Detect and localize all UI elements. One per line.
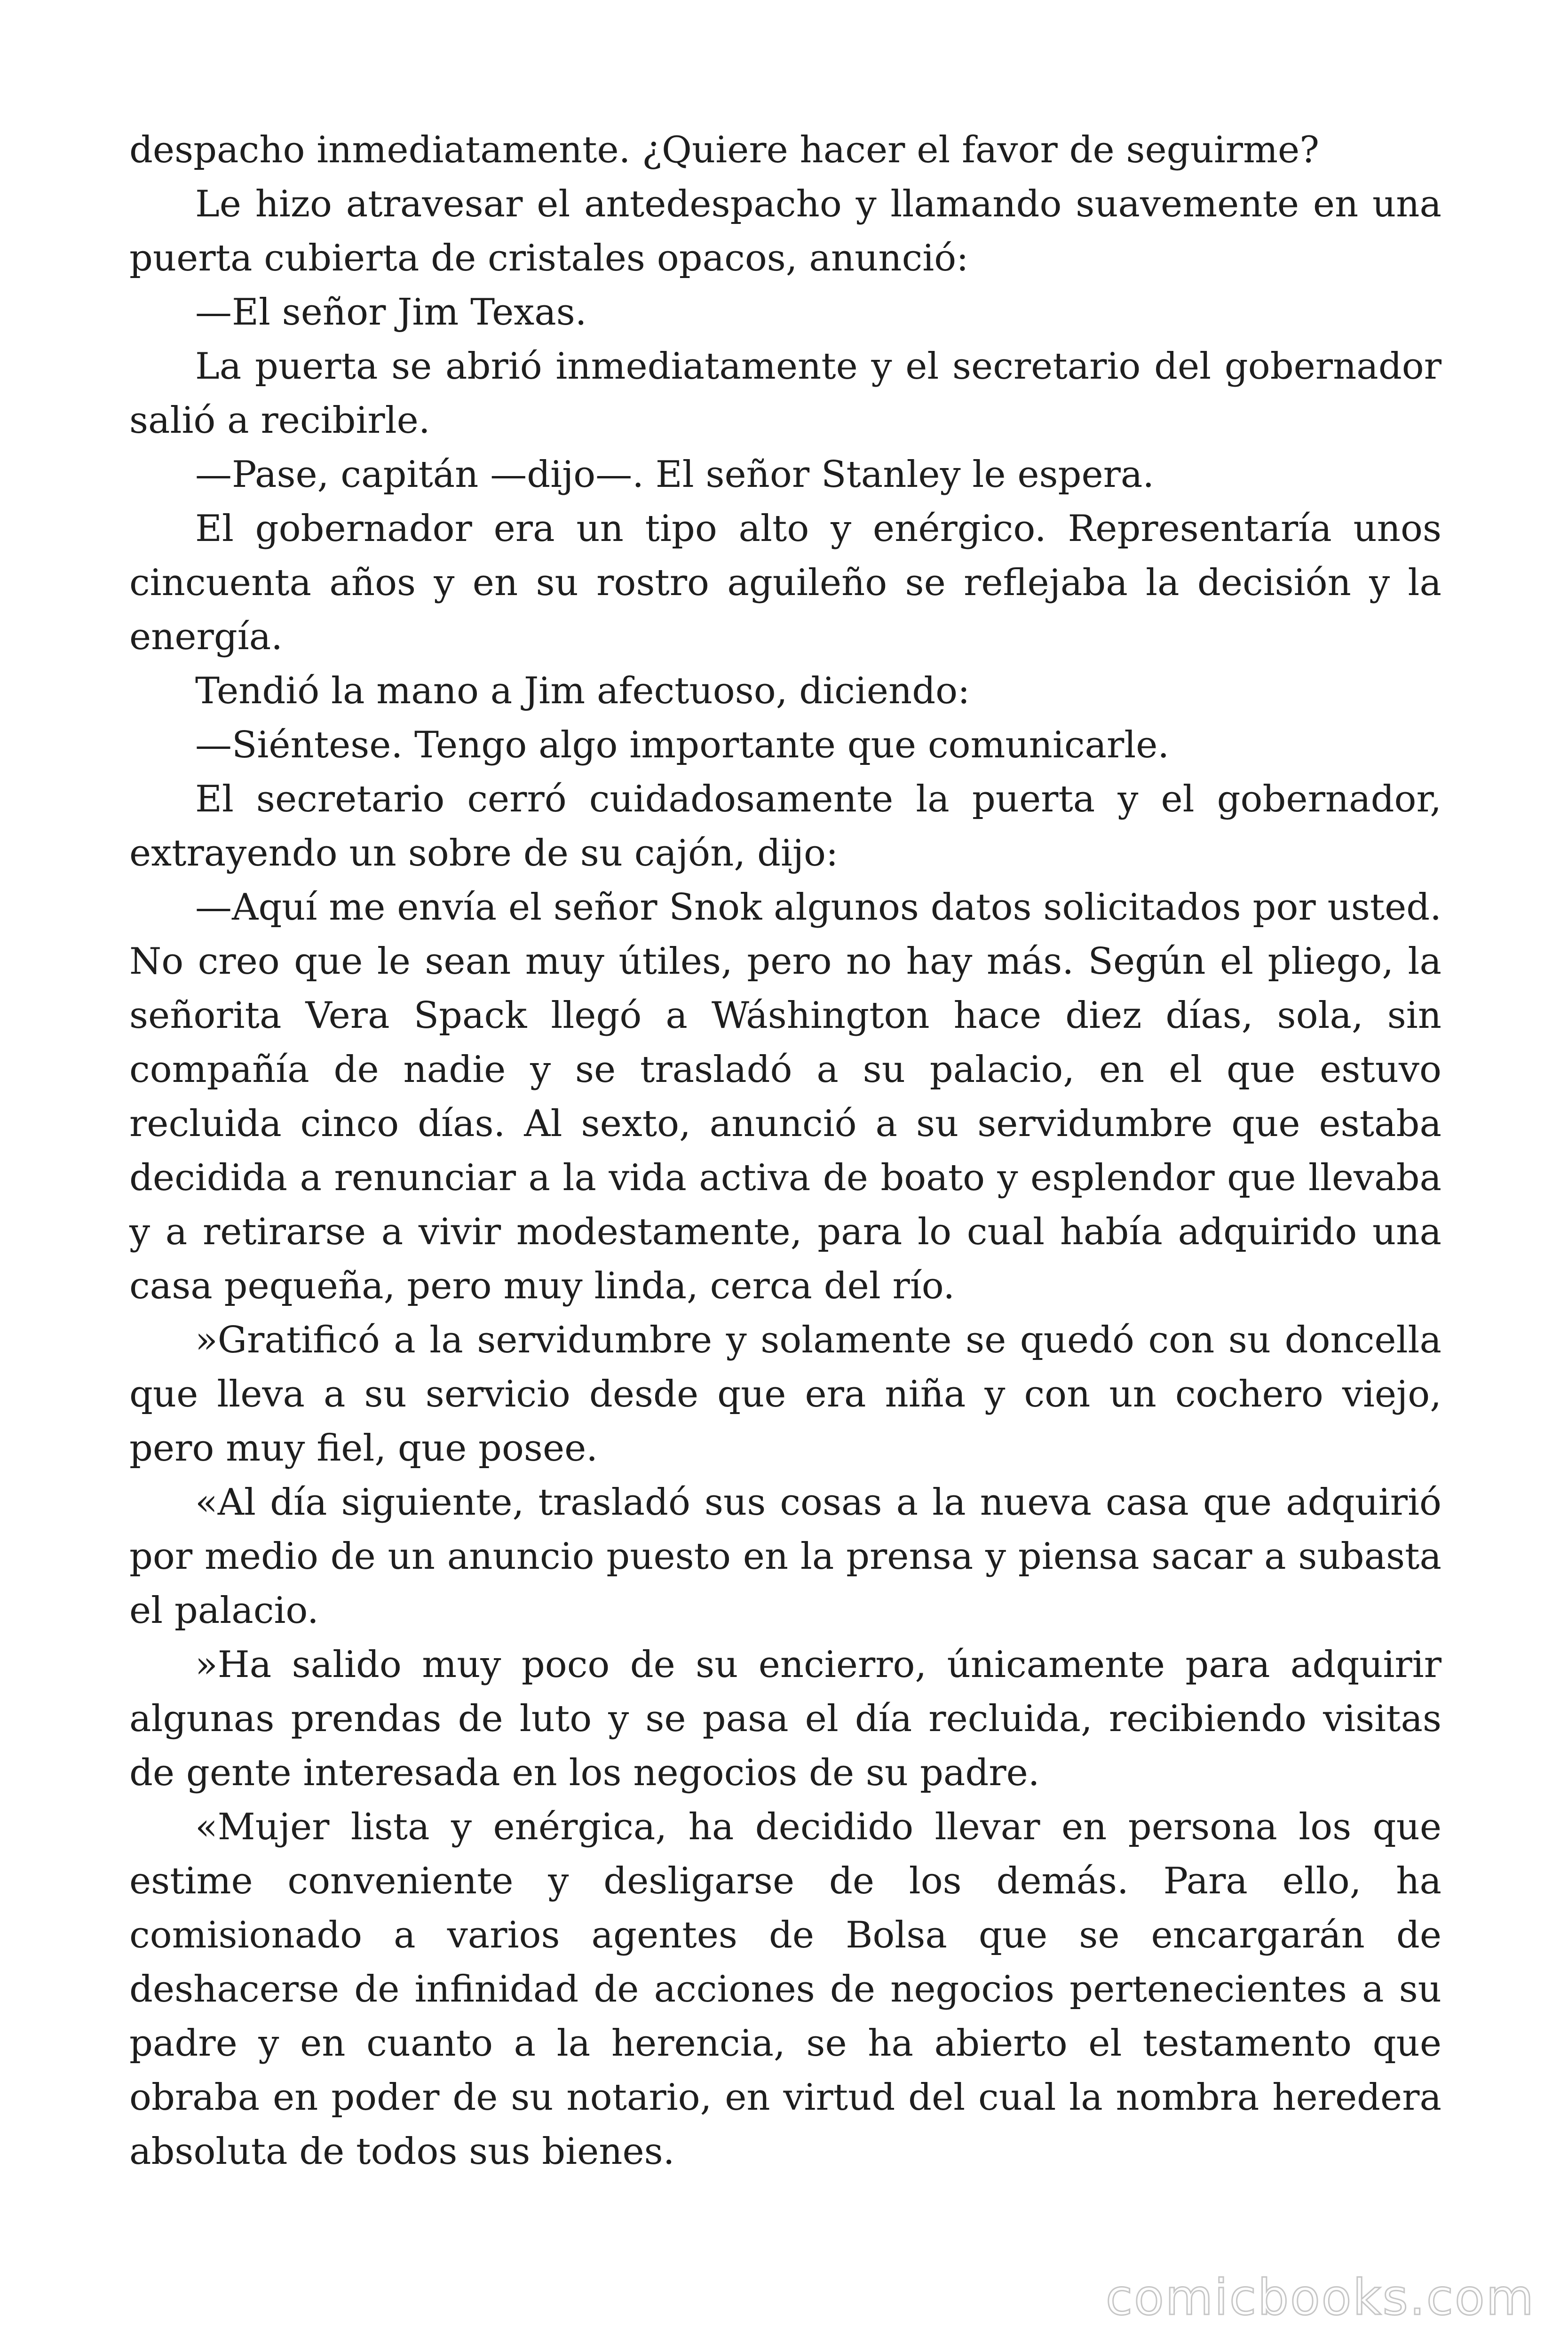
book-page-text	[129, 123, 1441, 2179]
watermark-logo: comicbooks.com	[1105, 2269, 1535, 2326]
paragraph: El secretario cerró cuidadosamente la puerta y el gobernador, extrayendo un sobre de su cajón, dijo:	[129, 778, 1441, 874]
dialogue-line: »Ha salido muy poco de su encierro, únicamente para adquirir algunas prendas de luto y se pasa el día recluida, recibiendo visitas de gente interesada en los negocios de su padre.	[129, 1644, 1441, 1794]
dialogue-line: »Gratificó a la servidumbre y solamente se quedó con su doncella que lleva a su servicio desde que era niña y con un cochero viejo, pero muy fiel, que posee.	[129, 1319, 1441, 1470]
paragraph: El gobernador era un tipo alto y enérgico. Representaría unos cincuenta años y en su rostro aguileño se reflejaba la decisión y la energía.	[129, 508, 1441, 658]
dialogue-line: —Aquí me envía el señor Snok algunos datos solicitados por usted. No creo que le sean muy útiles, pero no hay más. Según el pliego, la señorita Vera Spack llegó a Wáshington hace diez días, sola, sin compañía de nadie y se trasladó a su palacio, en el que estuvo recluida cinco días. Al sexto, anunció a su servidumbre que estaba decidida a renunciar a la vida activa de boato y esplendor que llevaba y a retirarse a vivir modestamente, para lo cual había adquirido una casa pequeña, pero muy linda, cerca del río.	[129, 886, 1441, 1307]
dialogue-line: —El señor Jim Texas.	[195, 291, 587, 334]
dialogue-line: —Siéntese. Tengo algo importante que comunicarle.	[195, 724, 1170, 766]
paragraph-continuation: despacho inmediatamente. ¿Quiere hacer el favor de seguirme?	[129, 129, 1320, 171]
paragraph: Le hizo atravesar el antedespacho y llamando suavemente en una puerta cubierta de cristales opacos, anunció:	[129, 183, 1441, 279]
dialogue-line: «Al día siguiente, trasladó sus cosas a la nueva casa que adquirió por medio de un anuncio puesto en la prensa y piensa sacar a subasta el palacio.	[129, 1481, 1441, 1632]
paragraph: Tendió la mano a Jim afectuoso, diciendo:	[195, 670, 970, 712]
dialogue-line: —Pase, capitán —dijo—. El señor Stanley le espera.	[195, 453, 1155, 496]
paragraph: La puerta se abrió inmediatamente y el secretario del gobernador salió a recibirle.	[129, 345, 1441, 442]
dialogue-line: «Mujer lista y enérgica, ha decidido llevar en persona los que estime conveniente y desligarse de los demás. Para ello, ha comisionado a varios agentes de Bolsa que se encargarán de deshacerse de infinidad de acciones de negocios pertenecientes a su padre y en cuanto a la herencia, se ha abierto el testamento que obraba en poder de su notario, en virtud del cual la nombra heredera absoluta de todos sus bienes.	[129, 1806, 1441, 2173]
